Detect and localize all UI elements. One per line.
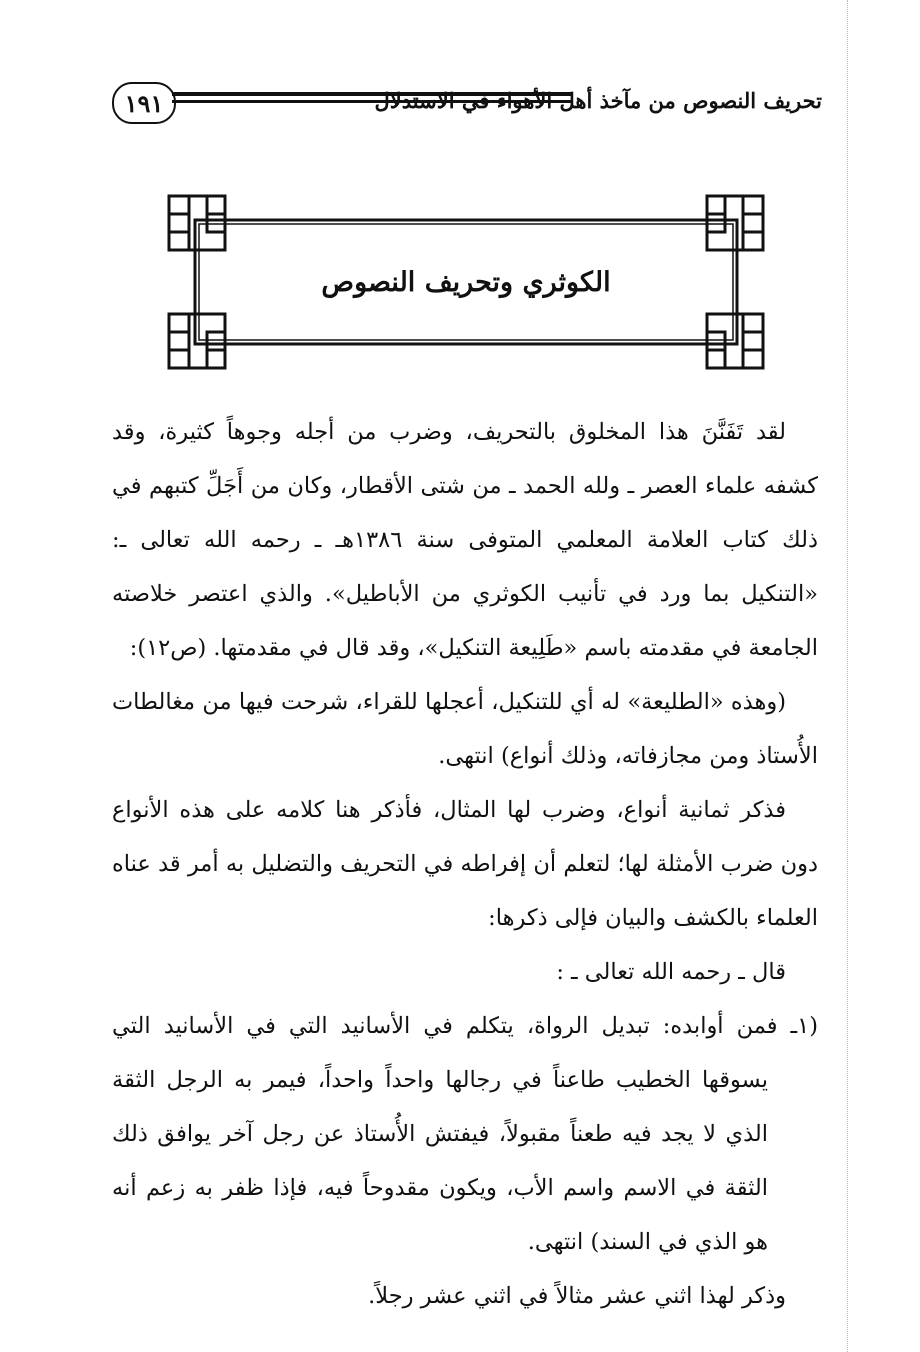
paragraph-closing: وذكر لهذا اثني عشر مثالاً في اثني عشر رجلاً. <box>368 1283 786 1309</box>
chapter-title: الكوثري وتحريف النصوص <box>321 266 611 298</box>
page-number: ١٩١ <box>112 82 176 124</box>
running-title: تحريف النصوص من مآخذ أهل الأهواء في الاستدلال <box>374 88 822 113</box>
chapter-title-frame <box>163 192 769 372</box>
page-edge <box>846 0 848 1352</box>
paragraph-intro: لقد تَفَنَّنَ هذا المخلوق بالتحريف، وضرب من أجله وجوهاً كثيرة، وقد كشفه علماء العصر ـ ولله الحمد ـ من شتى الأقطار، وكان من أَجَلِّ كتبهم في ذلك كتاب العلامة المعلمي المتوفى سنة ١٣٨٦هـ ـ رحمه الله تعالى ـ: «التنكيل بما ورد في تأنيب الكوثري من الأباطيل». والذي اعتصر خلاصته الجامعة في مقدمته باسم «طَلِيعة التنكيل»، وقد قال في مقدمتها. (ص١٢): <box>112 419 818 661</box>
page-header <box>100 82 822 126</box>
page-body <box>112 405 818 1323</box>
list-item-1: (١ـ فمن أوابده: تبديل الرواة، يتكلم في الأسانيد التي في الأسانيد التي يسوقها الخطيب طاعناً في رجالها واحداً واحداً، فيمر به الرجل الثقة الذي لا يجد فيه طعناً مقبولاً، فيفتش الأُستاذ عن رجل آخر يوافق ذلك الثقة في الاسم واسم الأب، ويكون مقدوحاً فيه، فإذا ظفر به زعم أنه هو الذي في السند) انتهى. <box>112 1013 818 1255</box>
quote-taliah: (وهذه «الطليعة» له أي للتنكيل، أعجلها للقراء، شرحت فيها من مغالطات الأُستاذ ومن مجازفاته، وذلك أنواع) انتهى. <box>112 689 818 769</box>
paragraph-qala: قال ـ رحمه الله تعالى ـ : <box>556 959 786 985</box>
paragraph-types: فذكر ثمانية أنواع، وضرب لها المثال، فأذكر هنا كلامه على هذه الأنواع دون ضرب الأمثلة لها؛ لتعلم أن إفراطه في التحريف والتضليل به أمر قد عناه العلماء بالكشف والبيان فإلى ذكرها: <box>112 797 818 931</box>
